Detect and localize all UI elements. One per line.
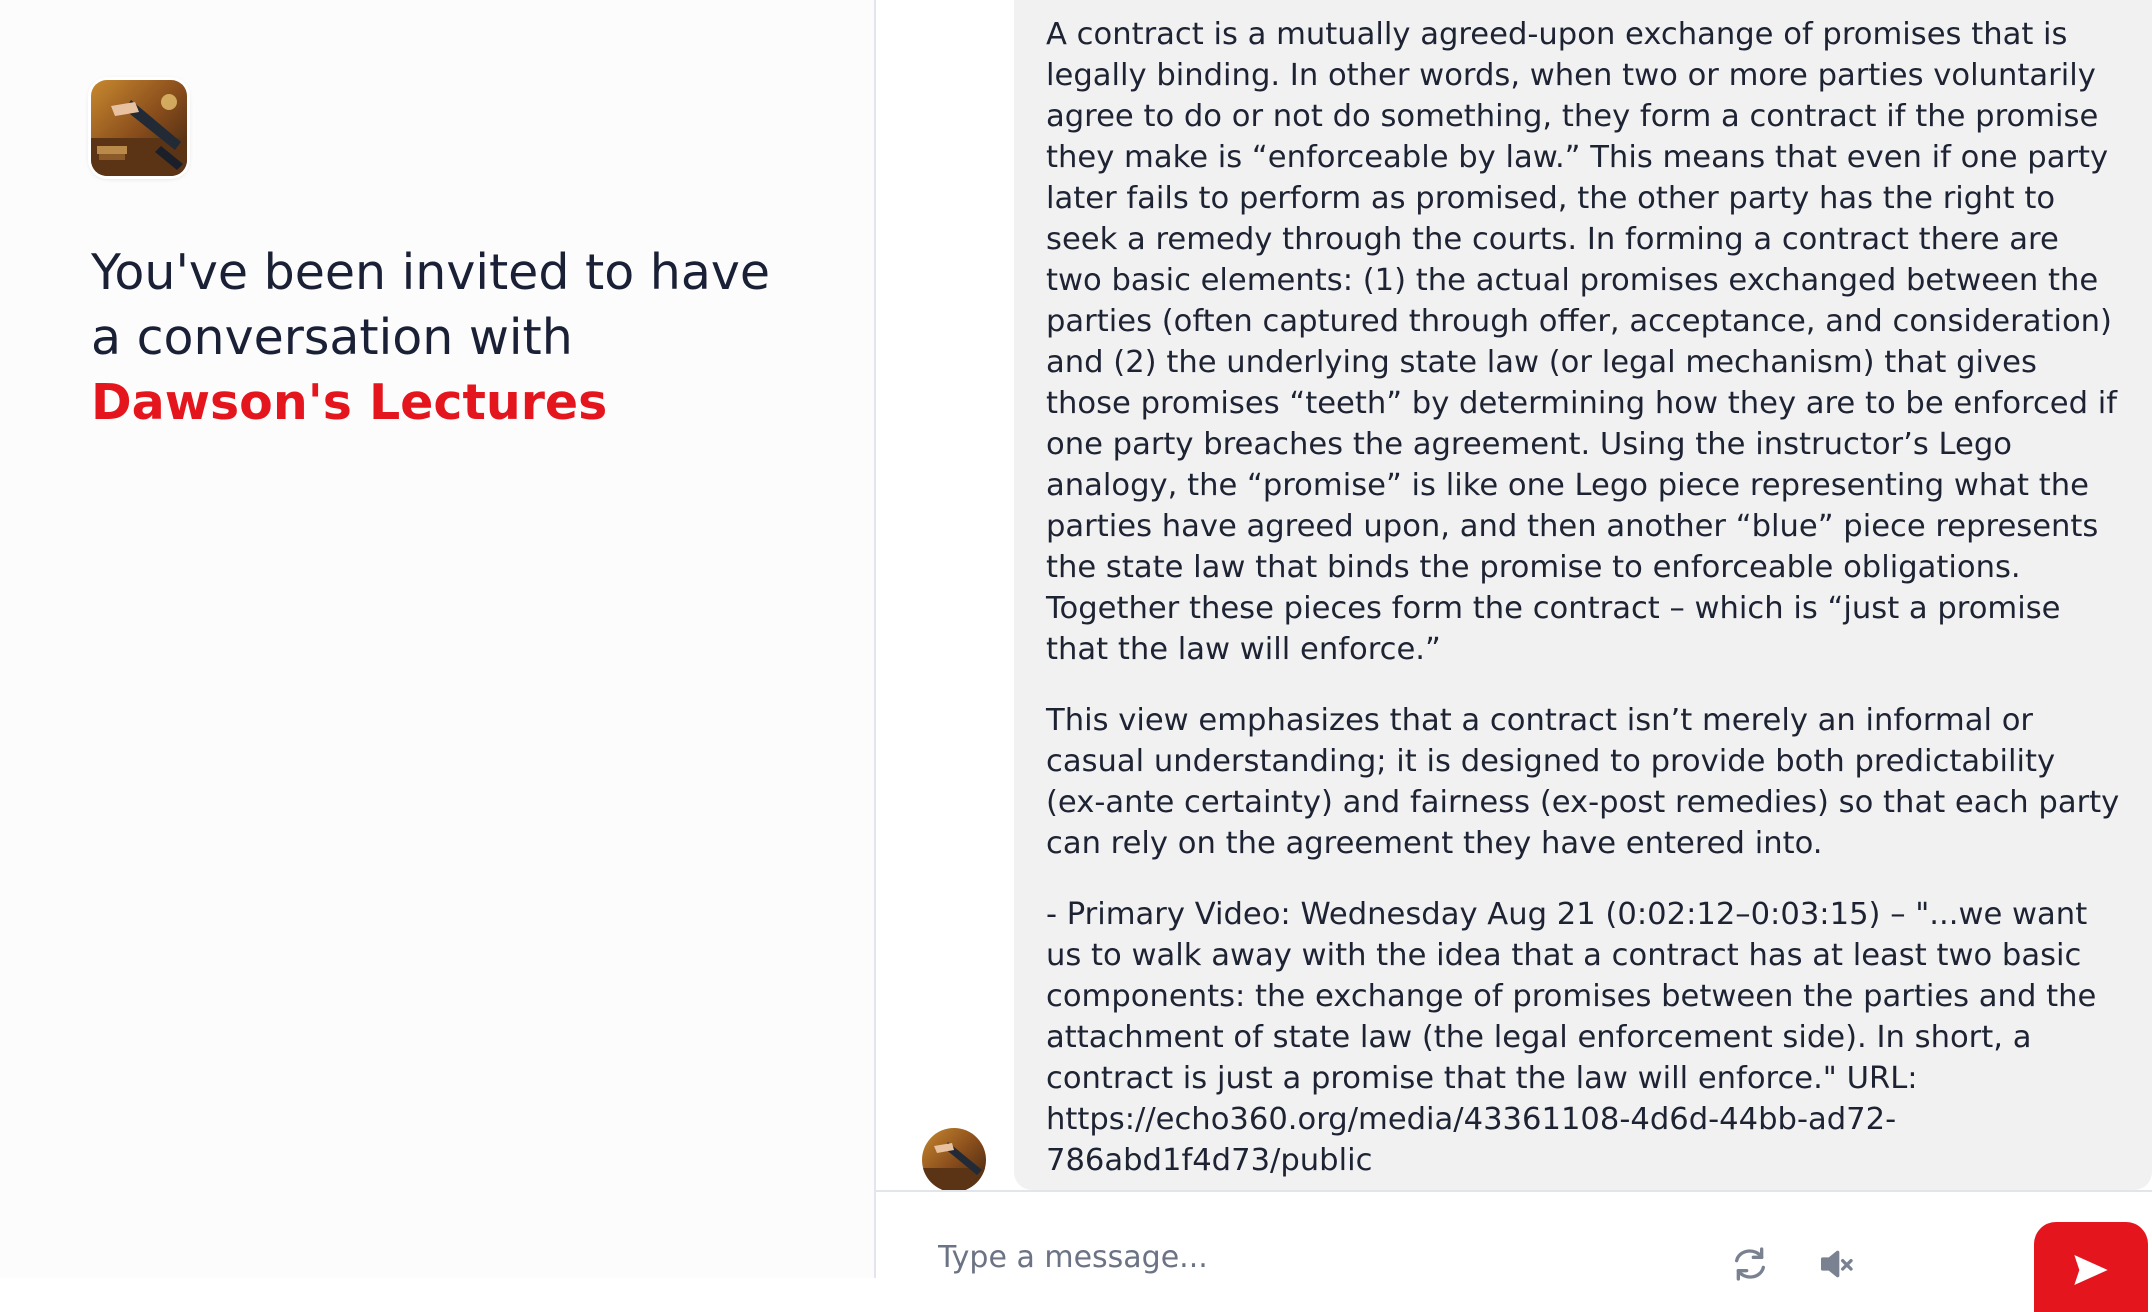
invite-panel bbox=[0, 0, 876, 1278]
message-paragraph: A contract is a mutually agreed-upon exchange of promises that is legally binding. In other words, when two or more parties voluntarily agree to do or not do something, they form a contract if the promise they make is “enforceable by law.” This means that even if one party later fails to perform as promised, the other party has the right to seek a remedy through the courts. In forming a contract there are two basic elements: (1) the actual promises exchanged between the parties (often captured through offer, acceptance, and consideration) and (2) the underlying state law (or legal mechanism) that gives those promises “teeth” by determining how they are to be enforced if one party breaches the agreement. Using the instructor’s Lego analogy, the “promise” is like one Lego piece representing what the parties have agreed upon, and then another “blue” piece represents the state law that binds the promise to enforceable obligations. Together these pieces form the contract – which is “just a promise that the law will enforce.” bbox=[1046, 17, 2118, 667]
bot-name: Dawson's Lectures bbox=[91, 374, 608, 431]
send-icon bbox=[2071, 1250, 2111, 1290]
invite-heading bbox=[91, 240, 811, 435]
refresh-icon[interactable] bbox=[1728, 1242, 1772, 1286]
message-paragraph: - Primary Video: Wednesday Aug 21 (0:02:12–0:03:15) – "...we want us to walk away with the idea that a contract has at least two basic components: the exchange of promises between the parties and the attachment of state law (the legal enforcement side). In short, a contract is just a promise that the law will enforce." URL: https://echo360.org/media/43361108-4d6d-44bb-ad72-786abd1f4d73/public bbox=[1046, 897, 2097, 1178]
chat-panel bbox=[876, 0, 2152, 1278]
lecturer-avatar-icon bbox=[922, 1128, 986, 1190]
message-list[interactable] bbox=[876, 0, 2152, 1190]
invite-prefix: You've been invited to have a conversation with bbox=[91, 244, 770, 366]
bot-avatar-icon bbox=[91, 80, 187, 176]
bot-message-bubble bbox=[1014, 0, 2152, 1190]
message-composer bbox=[876, 1190, 2152, 1280]
send-button[interactable] bbox=[2034, 1222, 2148, 1312]
speaker-muted-icon[interactable] bbox=[1814, 1242, 1858, 1286]
message-paragraph: This view emphasizes that a contract isn’t merely an informal or casual understanding; it is designed to provide both predictability (ex-ante certainty) and fairness (ex-post remedies) so that each party can rely on the agreement they have entered into. bbox=[1046, 703, 2120, 861]
message-input[interactable] bbox=[938, 1232, 1738, 1282]
